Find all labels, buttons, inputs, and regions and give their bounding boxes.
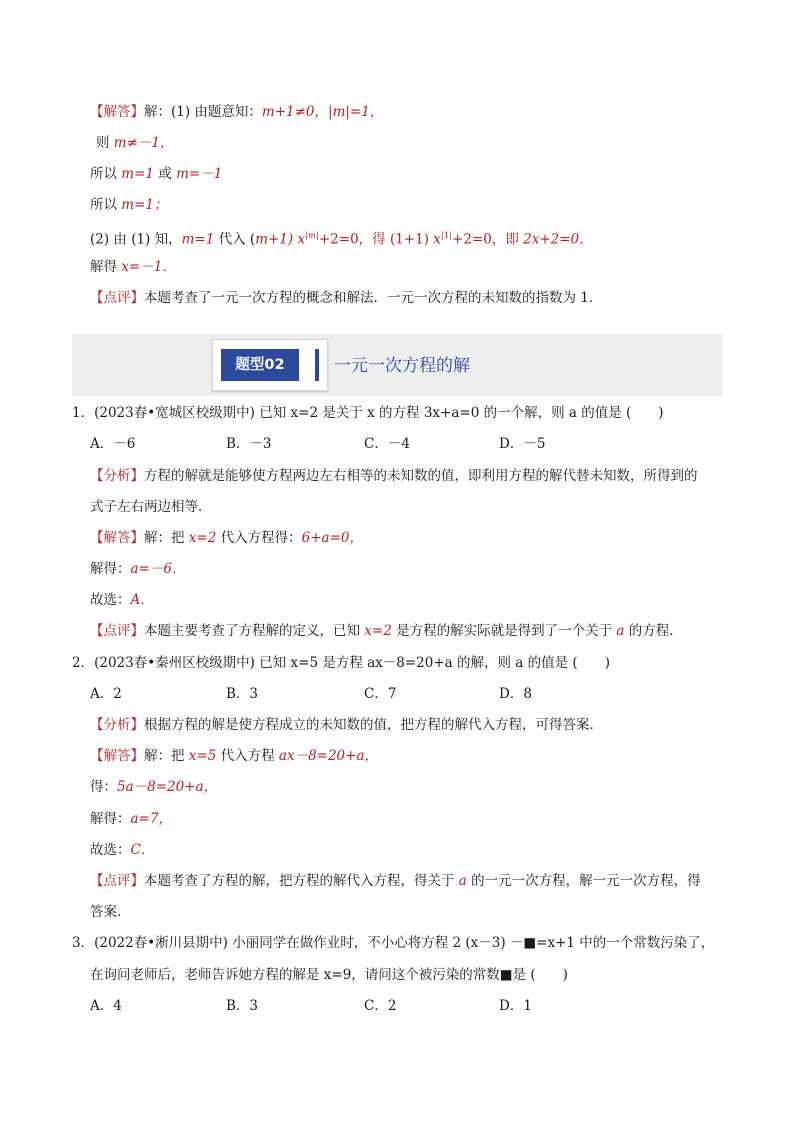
q2-option-d: D．8 — [499, 686, 532, 702]
solution-line-5: (2) 由 (1) 知，m=1 代入 (m+1) $x^{|m|}+2=0$，得 (1+1) $x^{|1|}+2=0$，即 2x+2=0． — [90, 231, 593, 248]
q1-answer-2: 解得：a=－6． — [90, 561, 186, 577]
q1-option-c: C．－4 — [364, 436, 410, 452]
q1-option-a: A．－6 — [90, 436, 136, 452]
q2-answer-1: 【解答】解：把 x=5 代入方程 ax－8=20+a， — [90, 748, 379, 764]
q3-option-b: B．3 — [226, 998, 259, 1014]
comment-line: 【点评】本题考查了一元一次方程的概念和解法．一元一次方程的未知数的指数为 1． — [90, 290, 603, 306]
q2-option-b: B．3 — [226, 686, 259, 702]
q2-answer-3: 解得：a=7， — [90, 811, 172, 827]
section-title: 一元一次方程的解 — [334, 356, 470, 376]
comment-tag: 【点评】 — [90, 290, 144, 306]
q2-comment-1: 【点评】本题考查了方程的解，把方程的解代入方程，得关于 a 的一元一次方程，解一元一次方程，得 — [90, 873, 701, 889]
q2-comment-2: 答案． — [90, 904, 131, 920]
section-badge: 题型02 — [221, 349, 299, 381]
section-badge-frame — [212, 339, 328, 391]
q2-analysis: 【分析】根据方程的解是使方程成立的未知数的值，把方程的解代入方程，可得答案． — [90, 717, 603, 733]
section-badge-bar — [315, 349, 319, 381]
q2-answer-4: 故选：C． — [90, 842, 155, 858]
q1-stem: 1．(2023春•宽城区校级期中) 已知 x=2 是关于 x 的方程 3x+a=0 的一个解，则 a 的值是 ( ) — [72, 405, 664, 421]
q2-option-c: C．7 — [364, 686, 397, 702]
q1-analysis-2: 式子左右两边相等． — [90, 499, 212, 515]
q1-answer-3: 故选：A． — [90, 592, 154, 608]
q1-analysis-1: 【分析】方程的解就是能够使方程两边左右相等的未知数的值，即利用方程的解代替未知数，所得到的 — [90, 468, 698, 484]
q1-answer-1: 【解答】解：把 x=2 代入方程得：6+a=0， — [90, 530, 363, 546]
q2-stem: 2．(2023春•秦州区校级期中) 已知 x=5 是方程 ax－8=20+a 的解，则 a 的值是 ( ) — [72, 655, 610, 671]
q1-comment: 【点评】本题主要考查了方程解的定义，已知 x=2 是方程的解实际就是得到了一个关于 a 的方程． — [90, 623, 683, 639]
solution-line-3: 所以 m=1 或 m=－1 — [90, 166, 223, 182]
q3-option-a: A．4 — [90, 998, 122, 1014]
q2-option-a: A．2 — [90, 686, 122, 702]
q3-stem-1: 3．(2022春•淅川县期中) 小丽同学在做作业时，不小心将方程 2 (x－3) －■=x+1 中的一个常数污染了， — [72, 935, 715, 951]
q3-option-c: C．2 — [364, 998, 397, 1014]
solution-line-1: 【解答】解：(1) 由题意知：m+1≠0，|m|=1， — [90, 104, 384, 120]
answer-tag: 【解答】 — [90, 104, 144, 120]
q3-option-d: D．1 — [499, 998, 532, 1014]
q1-option-d: D．－5 — [499, 436, 546, 452]
q1-option-b: B．－3 — [226, 436, 272, 452]
solution-line-2: 则 m≠－1， — [96, 135, 174, 151]
q3-stem-2: 在询问老师后，老师告诉她方程的解是 x=9，请问这个被污染的常数■是 ( ) — [90, 967, 568, 983]
solution-line-6: 解得 x=－1． — [90, 259, 176, 275]
solution-line-4: 所以 m=1； — [90, 197, 168, 213]
q2-answer-2: 得：5a－8=20+a， — [90, 779, 218, 795]
